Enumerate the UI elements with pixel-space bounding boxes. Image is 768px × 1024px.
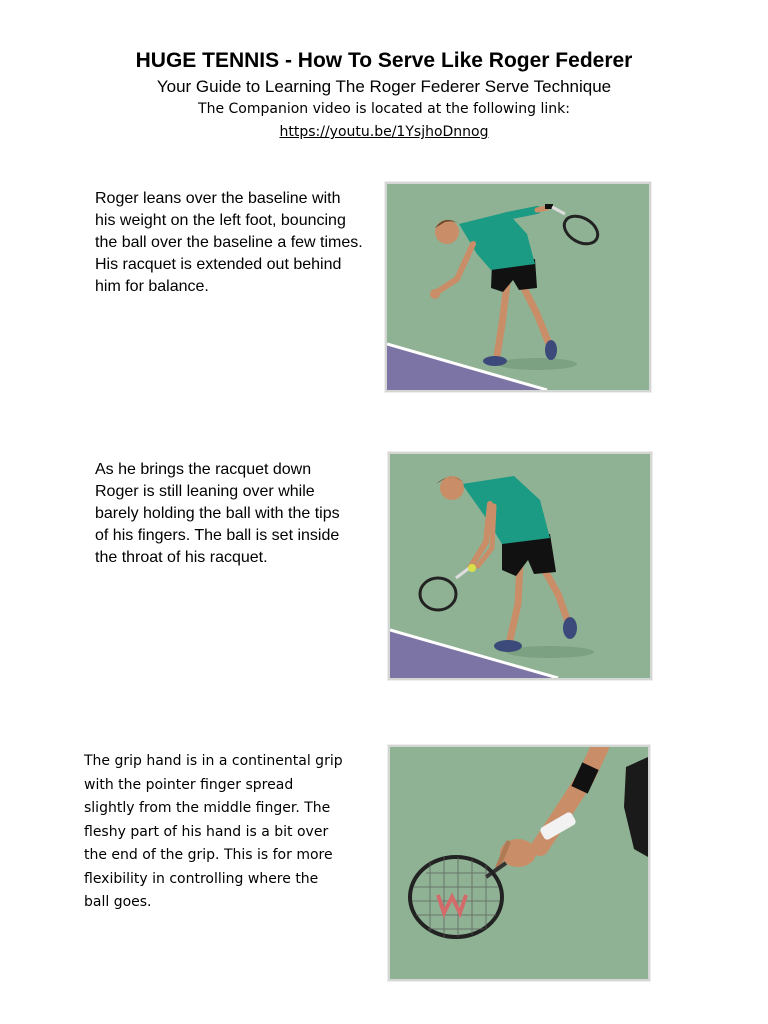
serve-photo-1 — [385, 182, 651, 392]
page-subtitle: Your Guide to Learning The Roger Federer Serve Technique — [156, 77, 612, 96]
serve-photo-2 — [388, 452, 652, 680]
page-title: HUGE TENNIS - How To Serve Like Roger Federer — [135, 49, 633, 72]
section-1-text: Roger leans over the baseline with his weight on the left foot, bouncing the ball over the baseline a few times. His racquet is extended out behind him for balance. — [95, 190, 363, 295]
companion-video-note: The Companion video is located at the following link: — [198, 101, 570, 117]
video-link[interactable]: https://youtu.be/1YsjhoDnnog — [279, 124, 489, 140]
serve-photo-1-illustration — [387, 184, 649, 390]
serve-photo-3 — [388, 745, 650, 981]
serve-photo-3-illustration — [390, 747, 648, 979]
section-3-text: The grip hand is in a continental grip with the pointer finger spread slightly from the middle finger. The fleshy part of his hand is a bit over the end of the grip. This is for more flexibility in controlling where the ball goes. — [84, 753, 343, 910]
serve-photo-2-illustration — [390, 454, 650, 678]
section-2-text: As he brings the racquet down Roger is still leaning over while barely holding the ball with the tips of his fingers. The ball is set inside the throat of his racquet. — [95, 461, 340, 566]
